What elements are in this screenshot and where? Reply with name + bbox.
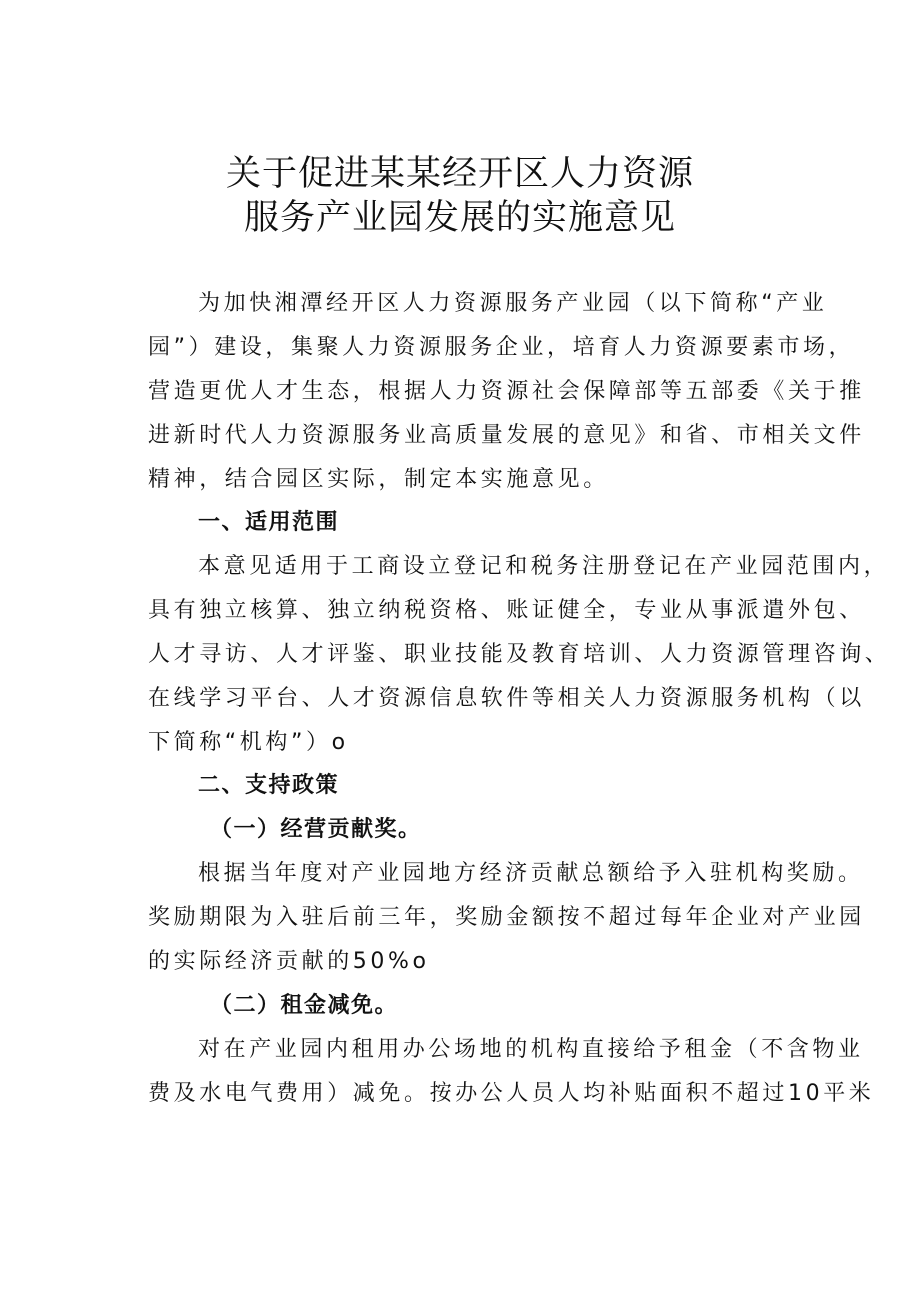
section-heading-policies: 二、支持政策 (198, 773, 340, 798)
document-title-line-2: 服务产业园发展的实施意见 (243, 198, 676, 238)
paragraph-intro-line-2: 园”）建设，集聚人力资源服务企业，培育人力资源要素市场， (148, 335, 855, 360)
paragraph-scope-line-4: 在线学习平台、人才资源信息软件等相关人力资源服务机构（以 (148, 686, 865, 711)
paragraph-intro-line-3: 营造更优人才生态，根据人力资源社会保障部等五部委《关于推 (148, 379, 865, 404)
paragraph-contribution-line-2: 奖励期限为入驻后前三年，奖励金额按不超过每年企业对产业园 (148, 905, 865, 930)
section-heading-scope: 一、适用范围 (198, 510, 340, 535)
paragraph-intro-line-5: 精神，结合园区实际，制定本实施意见。 (148, 467, 609, 492)
paragraph-rent-line-2: 费及水电气费用）减免。按办公人员人均补贴面积不超过10平米 (148, 1081, 875, 1106)
subsection-heading-rent-reduction: （二）租金减免。 (210, 993, 399, 1018)
paragraph-rent-line-1: 对在产业园内租用办公场地的机构直接给予租金（不含物业 (198, 1037, 864, 1062)
subsection-heading-contribution-award: （一）经营贡献奖。 (210, 817, 422, 842)
paragraph-intro-line-4: 进新时代人力资源服务业高质量发展的意见》和省、市相关文件 (148, 423, 865, 448)
paragraph-scope-line-3: 人才寻访、人才评鉴、职业技能及教育培训、人力资源管理咨询、 (148, 642, 891, 667)
document-title-line-1: 关于促进某某经开区人力资源 (225, 154, 694, 194)
paragraph-contribution-line-3: 的实际经济贡献的50%o (148, 949, 430, 974)
paragraph-intro-line-1: 为加快湘潭经开区人力资源服务产业园（以下简称“产业 (198, 291, 828, 316)
paragraph-contribution-line-1: 根据当年度对产业园地方经济贡献总额给予入驻机构奖励。 (198, 861, 864, 886)
paragraph-scope-line-2: 具有独立核算、独立纳税资格、账证健全，专业从事派遣外包、 (148, 598, 865, 623)
paragraph-scope-line-5: 下简称“机构”）o (148, 730, 349, 755)
paragraph-scope-line-1: 本意见适用于工商设立登记和税务注册登记在产业园范围内， (198, 554, 890, 579)
